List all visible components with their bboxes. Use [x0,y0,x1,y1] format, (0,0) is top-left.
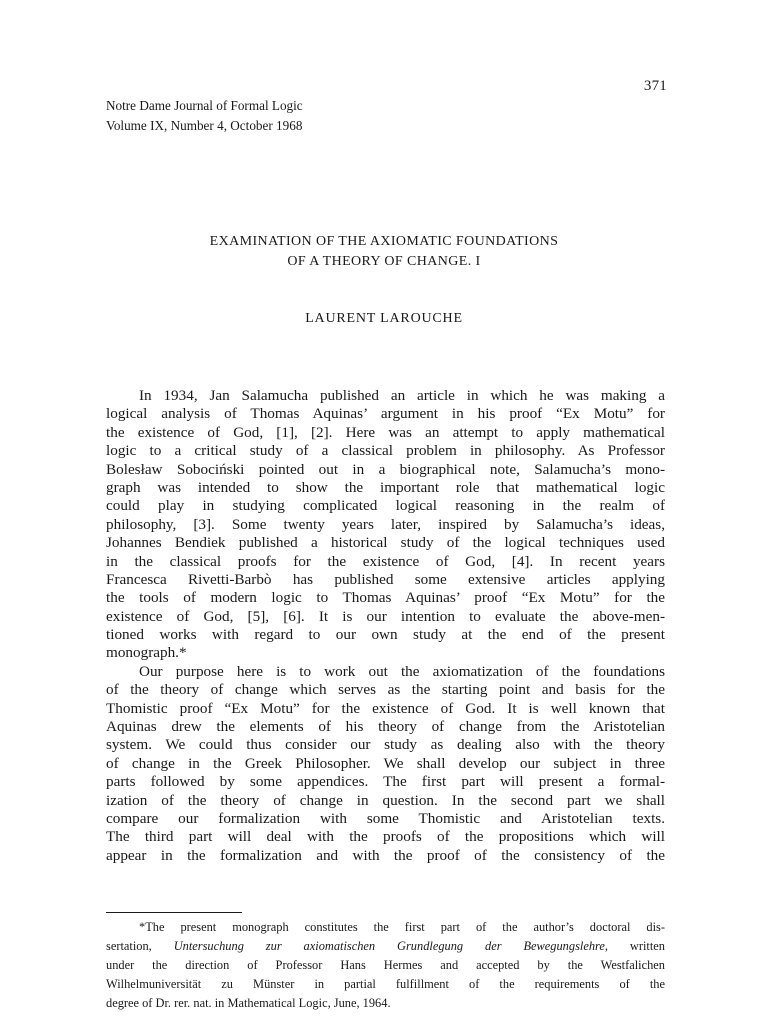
paragraph-2 [106,663,665,865]
text-line: in the classical proofs for the existence of God, [4]. In recent years [106,552,665,570]
text-line: Francesca Rivetti-Barbò has published some extensive articles applying [106,570,665,588]
paragraph-1 [106,387,665,663]
text-line: logic to a critical study of a classical problem in philosophy. As Professor [106,442,665,460]
text-line: appear in the formalization and with the proof of the consistency of the [106,846,665,864]
body-text [106,387,665,865]
text-line: monograph.* [106,644,187,662]
text-line: The third part will deal with the proofs of the propositions which will [106,828,665,846]
footnote-line: *The present monograph constitutes the first part of the author’s doctoral dis- [139,920,665,934]
footnote-divider [106,912,242,913]
text-line: existence of God, [5], [6]. It is our intention to evaluate the above-men- [106,607,665,625]
text-line: philosophy, [3]. Some twenty years later, inspired by Salamucha’s ideas, [106,515,665,533]
text-line: parts followed by some appendices. The first part will present a formal- [106,773,665,791]
text-line: of the theory of change which serves as the starting point and basis for the [106,681,665,699]
text-line: ization of the theory of change in question. In the second part we shall [106,791,665,809]
text-line: of change in the Greek Philosopher. We shall develop our subject in three [106,754,665,772]
footnote-text: , written [604,939,665,953]
text-line: tioned works with regard to our own study at the end of the present [106,626,665,644]
footnote [106,918,665,1013]
text-line: logical analysis of Thomas Aquinas’ argument in his proof “Ex Motu” for [106,405,665,423]
text-line: could play in studying complicated logical reasoning in the realm of [106,497,665,515]
article-title-line-1: EXAMINATION OF THE AXIOMATIC FOUNDATIONS [209,234,559,249]
article-title-line-2: OF A THEORY OF CHANGE. I [287,254,481,269]
page-number: 371 [643,78,667,94]
journal-name: Notre Dame Journal of Formal Logic [106,98,303,113]
text-line: Bolesław Sobociński pointed out in a biographical note, Salamucha’s mono- [106,460,665,478]
dissertation-title: Untersuchung zur axiomatischen Grundlegung der Bewegungslehre [173,939,605,953]
author-name: LAURENT LAROUCHE [305,311,463,326]
text-line: compare our formalization with some Thomistic and Aristotelian texts. [106,809,665,827]
text-line: Aquinas drew the elements of his theory of change from the Aristotelian [106,718,665,736]
footnote-line: degree of Dr. rer. nat. in Mathematical Logic, June, 1964. [106,996,391,1010]
text-line: the existence of God, [1], [2]. Here was an attempt to apply mathematical [106,423,665,441]
text-line: In 1934, Jan Salamucha published an article in which he was making a [139,387,665,404]
footnote-line [106,937,665,956]
text-line: Our purpose here is to work out the axiomatization of the foundations [139,662,665,680]
footnote-text: sertation, [106,939,174,953]
text-line: system. We could thus consider our study as dealing also with the theory [106,736,665,754]
journal-volume: Volume IX, Number 4, October 1968 [106,118,303,133]
text-line: graph was intended to show the important role that mathematical logic [106,478,665,496]
article-title [0,232,768,272]
text-line: Johannes Bendiek published a historical study of the logical techniques used [106,534,665,552]
journal-header [106,96,303,136]
footnote-line: under the direction of Professor Hans Hermes and accepted by the Westfalichen [106,958,665,972]
footnote-line: Wilhelmuniversität zu Münster in partial fulfillment of the requirements of the [106,977,665,991]
text-line: Thomistic proof “Ex Motu” for the existence of God. It is well known that [106,699,665,717]
text-line: the tools of modern logic to Thomas Aquinas’ proof “Ex Motu” for the [106,589,665,607]
